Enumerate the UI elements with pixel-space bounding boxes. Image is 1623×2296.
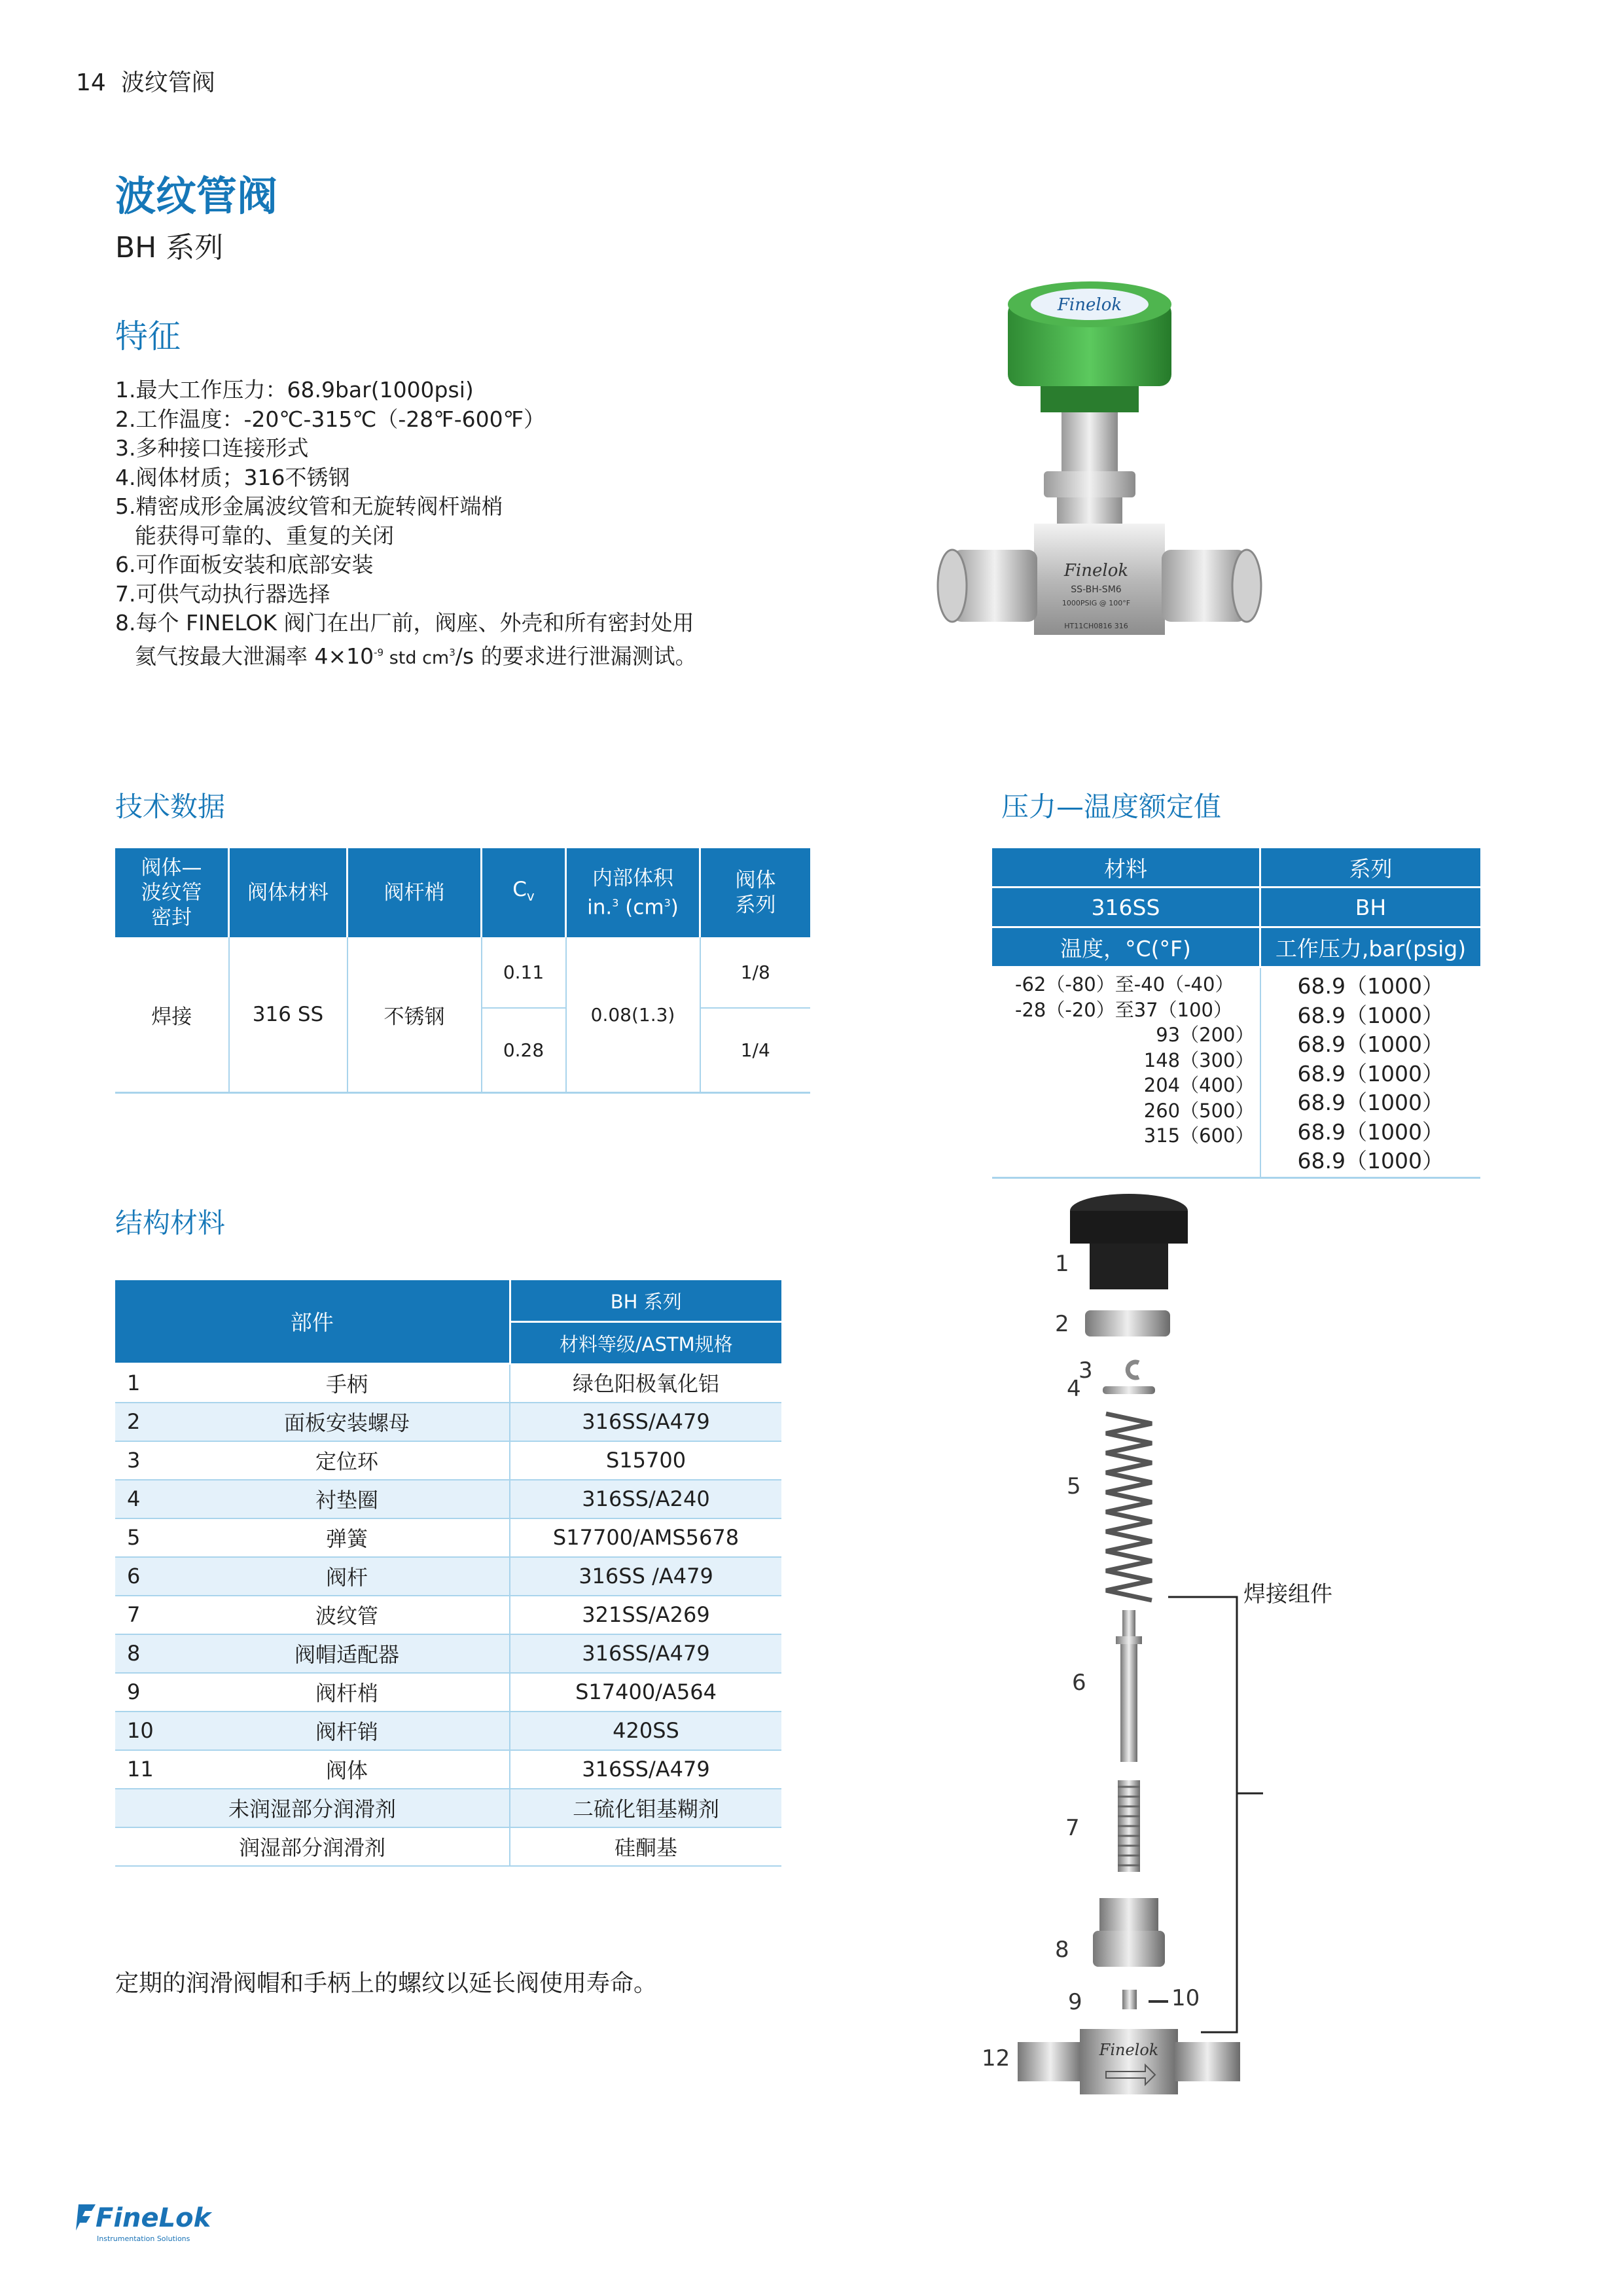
pt-temp: 93（200）: [1156, 1024, 1255, 1046]
seal-value: 焊接: [115, 937, 229, 1093]
tech-data-table: [115, 848, 810, 1094]
pt-temp: 148（300）: [1143, 1049, 1255, 1071]
logo-mark-icon: [76, 2204, 96, 2231]
feature-item: 3.多种接口连接形式: [115, 435, 309, 461]
features-list: [115, 376, 697, 673]
table-row: 4 衬垫圈 316SS/A240: [115, 1480, 781, 1518]
feature-item: 6.可作面板安装和底部安装: [115, 552, 374, 577]
pt-pressure: 68.9（1000）: [1297, 1119, 1444, 1145]
page-subtitle: BH 系列: [115, 231, 224, 264]
pt-series: BH: [1260, 888, 1481, 927]
maintenance-note: 定期的润滑阀帽和手柄上的螺纹以延长阀使用寿命。: [115, 1970, 658, 1997]
features-heading: 特征: [115, 317, 181, 355]
callout-label: 3: [1079, 1357, 1093, 1384]
stem-tip-value: 不锈钢: [348, 937, 482, 1093]
table-row: 3 定位环 S15700: [115, 1441, 781, 1480]
callout-label: 2: [1055, 1311, 1069, 1337]
table-row: 10 阀杆销 420SS: [115, 1712, 781, 1750]
pt-pressure: 68.9（1000）: [1297, 1002, 1444, 1028]
pt-pressures: [1260, 967, 1481, 1178]
feature-item: 5.精密成形金属波纹管和无旋转阀杆端梢: [115, 493, 503, 519]
pt-pressure: 68.9（1000）: [1297, 973, 1444, 999]
pt-temp: 204（400）: [1143, 1074, 1255, 1096]
callout-label: 7: [1065, 1815, 1080, 1841]
materials-header-series: BH 系列: [510, 1280, 781, 1322]
col-cv: $C_v$: [482, 848, 566, 937]
svg-text:HT11CH0816 316: HT11CH0816 316: [1064, 622, 1128, 630]
cv-value: 0.11: [482, 937, 566, 1008]
materials-table: [115, 1280, 781, 1867]
callout-label: 8: [1055, 1937, 1069, 1963]
callout-label: 12: [982, 2045, 1010, 2072]
pt-temp: 315（600）: [1143, 1124, 1255, 1147]
page-number: 14: [76, 69, 106, 96]
internal-volume-value: 0.08(1.3): [566, 937, 700, 1093]
table-row: 5 弹簧 S17700/AMS5678: [115, 1518, 781, 1557]
pt-pressure: 68.9（1000）: [1297, 1060, 1444, 1086]
pt-temps: [992, 967, 1260, 1178]
pt-pressure: 68.9（1000）: [1297, 1031, 1444, 1057]
table-row: 2 面板安装螺母 316SS/A479: [115, 1403, 781, 1441]
logo-tagline: Instrumentation Solutions: [97, 2234, 190, 2243]
feature-item: 1.最大工作压力：68.9bar(1000psi): [115, 377, 474, 403]
company-logo: [76, 2197, 220, 2251]
pt-pressure-header: 工作压力,bar(psig): [1260, 927, 1481, 967]
feature-item: 2.工作温度：-20℃-315℃（-28℉-600℉）: [115, 406, 546, 432]
bonnet-adapter-part: [1093, 1931, 1165, 1967]
table-row: 润湿部分润滑剂 硅酮基: [115, 1827, 781, 1866]
page-section: 波纹管阀: [120, 69, 215, 96]
feature-item: 8.每个 FINELOK 阀门在出厂前，阀座、外壳和所有密封处用: [115, 610, 694, 636]
body-part: [1080, 2029, 1178, 2094]
pressure-temp-heading: 压力—温度额定值: [1001, 791, 1222, 823]
svg-text:SS-BH-SM6: SS-BH-SM6: [1071, 584, 1122, 595]
series-value: 1/8: [700, 937, 811, 1008]
feature-item: 氦气按最大泄漏率 $4\times 10^{-9}$ std $cm^3/s$ 的要求进行泄漏测试。: [135, 643, 697, 669]
pressure-temp-table: [992, 848, 1480, 1179]
body-material-value: 316 SS: [229, 937, 348, 1093]
feature-item: 7.可供气动执行器选择: [115, 581, 330, 607]
table-row: 1 手柄 绿色阳极氧化铝: [115, 1363, 781, 1403]
handle-part: [1090, 1244, 1168, 1289]
table-row: 未润湿部分润滑剂 二硫化钼基糊剂: [115, 1789, 781, 1827]
col-seal: 阀体— 波纹管 密封: [115, 848, 229, 937]
retaining-ring-part: [1128, 1362, 1139, 1378]
callout-label: 6: [1072, 1670, 1086, 1696]
cv-value: 0.28: [482, 1008, 566, 1093]
callout-label: 10: [1171, 1985, 1200, 2011]
pt-temp: 260（500）: [1143, 1099, 1255, 1122]
washer-part: [1103, 1386, 1155, 1394]
weld-assembly-label: 焊接组件: [1243, 1581, 1332, 1607]
pt-pressure: 68.9（1000）: [1297, 1148, 1444, 1174]
pt-temp: -28（-20）至37（100）: [1015, 998, 1232, 1021]
feature-item: 能获得可靠的、重复的关闭: [135, 522, 394, 548]
panel-nut-part: [1085, 1310, 1170, 1336]
pt-header-material: 材料: [992, 848, 1260, 888]
callout-label: 4: [1067, 1376, 1081, 1402]
weld-assembly-bracket: [1168, 1597, 1237, 2032]
stem-part: [1120, 1644, 1137, 1762]
materials-header-spec: 材料等级/ASTM规格: [510, 1322, 781, 1364]
col-series: 阀体 系列: [700, 848, 811, 937]
pt-temp-header: 温度，°C(°F): [992, 927, 1260, 967]
table-row: 11 阀体 316SS/A479: [115, 1750, 781, 1789]
series-value: 1/4: [700, 1008, 811, 1093]
callout-label: 1: [1055, 1251, 1069, 1277]
callout-label: 5: [1067, 1473, 1081, 1499]
table-row: 9 阀杆梢 S17400/A564: [115, 1673, 781, 1712]
page-title: 波纹管阀: [115, 172, 278, 220]
pt-temp: -62（-80）至-40（-40）: [1015, 973, 1234, 996]
tech-data-heading: 技术数据: [115, 791, 226, 823]
svg-text:Finelok: Finelok: [1063, 561, 1129, 581]
stem-tip-part: [1122, 1990, 1137, 2009]
pt-material: 316SS: [992, 888, 1260, 927]
svg-text:Finelok: Finelok: [1099, 2041, 1159, 2059]
product-photo: [916, 275, 1322, 681]
knob-logo: Finelok: [1057, 295, 1122, 315]
page-header: [76, 64, 215, 98]
table-row: 6 阀杆 316SS /A479: [115, 1557, 781, 1596]
exploded-view: [982, 1191, 1309, 2153]
table-row: 7 波纹管 321SS/A269: [115, 1596, 781, 1634]
svg-text:1000PSIG @ 100°F: 1000PSIG @ 100°F: [1061, 599, 1131, 607]
col-body-material: 阀体材料: [229, 848, 348, 937]
col-stem-tip: 阀杆梢: [348, 848, 482, 937]
feature-item: 4.阀体材质；316不锈钢: [115, 464, 350, 490]
logo-name: FineLok: [96, 2203, 211, 2233]
col-internal-volume: 内部体积 in.$^3$ $(cm^3)$: [566, 848, 700, 937]
spring-part: [1106, 1414, 1152, 1600]
table-row: 8 阀帽适配器 316SS/A479: [115, 1634, 781, 1673]
materials-heading: 结构材料: [115, 1207, 226, 1239]
materials-header-part: 部件: [115, 1280, 510, 1363]
pt-pressure: 68.9（1000）: [1297, 1090, 1444, 1115]
pt-header-series: 系列: [1260, 848, 1481, 888]
callout-label: 9: [1068, 1989, 1082, 2015]
